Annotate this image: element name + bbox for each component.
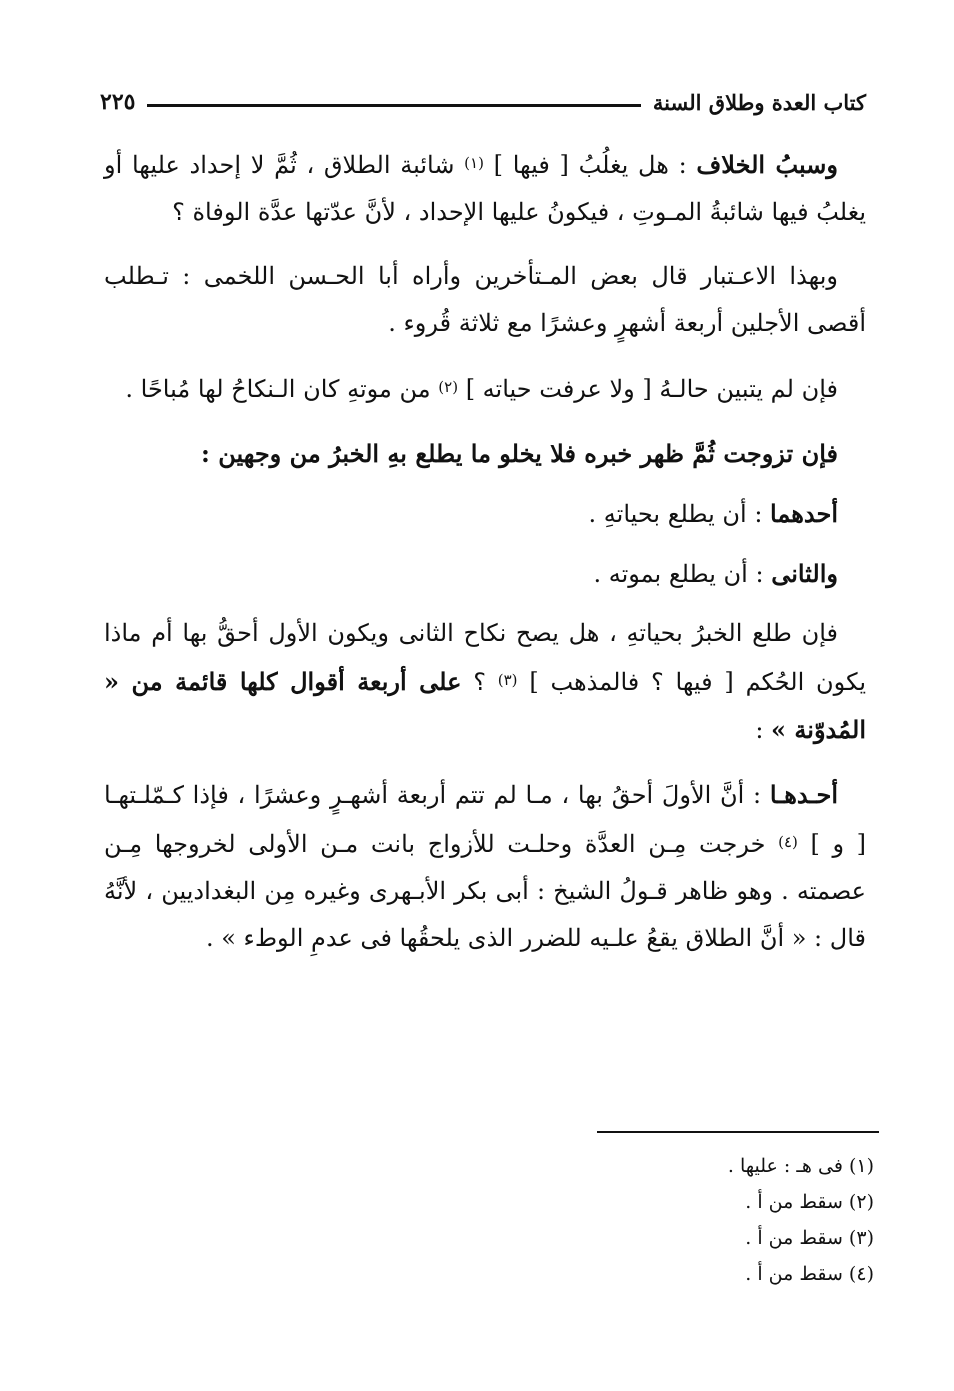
footnotes <box>374 1148 874 1292</box>
paragraph-lead: أحـدهـا <box>769 780 838 809</box>
paragraph-lead: والثانى <box>771 559 838 588</box>
paragraph-heading: فإن تزوجت ثُمَّ ظهر خبره فلا يخلو ما يطلع بهِ الخبرُ من وجهين : <box>201 439 838 468</box>
footnote-separator <box>597 1131 879 1133</box>
paragraph-4 <box>104 430 866 478</box>
paragraph-1 <box>104 140 866 236</box>
paragraph-text: فإن لم يتبين حالـهُ [ ولا عرفت حياته ] <box>458 375 838 403</box>
paragraph-text: : أنَّ الأولَ أحقُ بها ، مـا لم تتم أربعة أشهـرٍ وعشرًا ، فإذا كـمّلـتهـا [ و ] <box>104 781 867 858</box>
footnote-ref[interactable]: (٤) <box>778 833 798 851</box>
paragraph-text: خرجت مِـن العدَّة وحلـت للأزواج بانت مـن الأولى لخروجها مِـن عصمته . وهو ظاهر قـولُ الشيخ : أبى بكر الأبـهرى وغيره مِن البغداديين ، لأنَّهُ قال : « أنَّ الطلاق يقعُ علـيه للضرر الذى يلحقُها فى عدمِ الوطء » . <box>104 830 866 952</box>
page-number: ٢٢٥ <box>100 89 136 115</box>
book-title: كتاب العدة وطلاق السنة <box>652 89 866 115</box>
paragraph-text: : هل يغلُبُ [ فيها ] <box>483 151 697 179</box>
paragraph-lead: وسببُ الخلاف <box>696 150 839 179</box>
footnote-item: (٢) سقط من أ . <box>745 1191 874 1213</box>
header-rule <box>147 104 640 107</box>
paragraph-lead: أحدهما <box>770 499 838 528</box>
paragraph-text: : أن يطلع بموته . <box>593 560 772 588</box>
paragraph-text: فإن طلع الخبرُ بحياتهِ ، هل يصح نكاح الثانى ويكون الأول أحقُّ بها أم ماذا يكون الحُكم [ فيها ؟ فالمذهب ] <box>104 619 867 696</box>
paragraph-2 <box>104 253 866 347</box>
footnote-item: (١) فى هـ : عليها . <box>727 1155 874 1177</box>
paragraph-text: : أن يطلع بحياتهِ . <box>588 500 771 528</box>
paragraph-emphasis: على أربعة أقوال كلها قائمة من « المُدوّنة » <box>104 667 866 744</box>
main-text <box>104 140 866 979</box>
paragraph-7 <box>104 610 866 754</box>
paragraph-text: : <box>755 716 772 744</box>
paragraph-text: شائبة الطلاق ، ثُمَّ لا إحداد عليها أو يغلبُ فيها شائبةُ المـوتِ ، فيكونُ عليها الإحداد ، لأنَّ عدّتها عدَّة الوفاة ؟ <box>104 151 866 226</box>
footnote-ref[interactable]: (٣) <box>497 671 518 689</box>
footnote-ref[interactable]: (١) <box>464 154 484 172</box>
paragraph-text: وبهذا الاعـتبار قال بعض المـتأخرين وأراه أبا الحـسن اللخمى : تـطلب أقصى الأجلين أربعة أشهرٍ وعشرًا مع ثلاثة قُروء . <box>104 262 866 337</box>
footnote-item: (٤) سقط من أ . <box>745 1263 874 1285</box>
paragraph-6 <box>104 550 866 598</box>
paragraph-text: ؟ <box>461 668 498 696</box>
running-header <box>100 82 866 122</box>
paragraph-8 <box>104 771 866 962</box>
footnote-ref[interactable]: (٢) <box>438 378 459 396</box>
paragraph-text: من موتهِ كان الـنكاحُ لها مُباحًا . <box>125 375 439 403</box>
paragraph-5 <box>104 490 866 538</box>
footnote-item: (٣) سقط من أ . <box>745 1227 874 1249</box>
paragraph-3 <box>104 364 866 413</box>
